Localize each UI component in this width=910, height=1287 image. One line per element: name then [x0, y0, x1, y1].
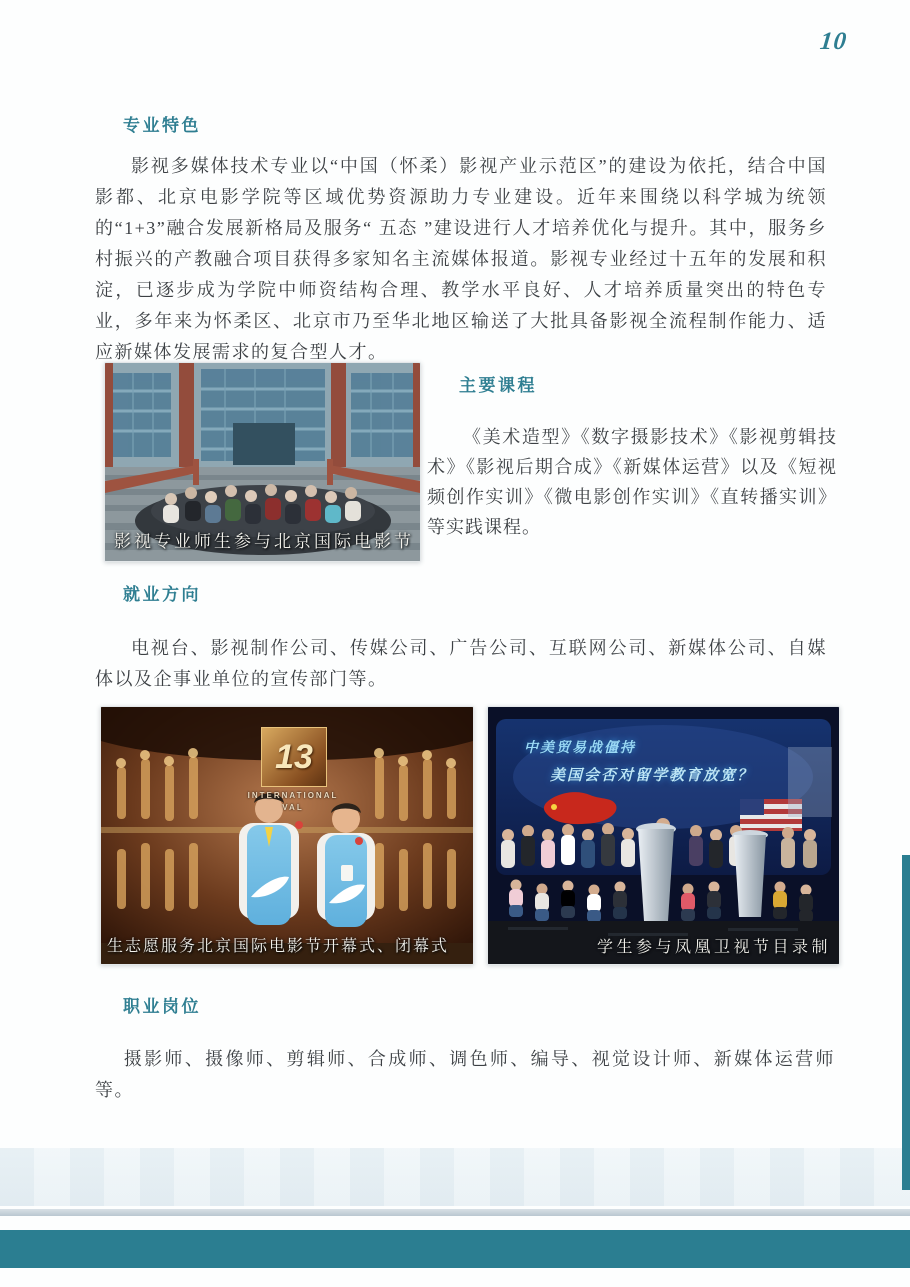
photo-volunteers	[100, 706, 474, 965]
heading-jobs: 职业岗位	[123, 997, 201, 1016]
photo-caption-volunteers: 生志愿服务北京国际电影节开幕式、闭幕式	[107, 938, 450, 955]
festival-logo-text: INTERNATIONAL	[247, 791, 339, 800]
right-edge-teal-bar	[902, 855, 910, 1190]
photo-caption-festival-group: 影视专业师生参与北京国际电影节	[114, 532, 414, 551]
paragraph-employment: 电视台、影视制作公司、传媒公司、广告公司、互联网公司、新媒体公司、自媒体以及企事业单位的宣传部门等。	[95, 638, 827, 689]
paragraph-courses: 《美术造型》《数字摄影技术》《影视剪辑技术》《影视后期合成》《新媒体运营》以及《短视频创作实训》《微电影创作实训》《直转播实训》等实践课程。	[427, 427, 837, 537]
festival-logo-text-2: VAL	[282, 803, 304, 812]
studio-screen-text-2: 美国会否对留学教育放宽？	[550, 768, 755, 784]
paragraph-features: 影视多媒体技术专业以“中国（怀柔）影视产业示范区”的建设为依托，结合中国影都、北京电影学院等区域优势资源助力专业建设。近年来围绕以科学城为统领的“1+3”融合发展新格局及服务“ 五态 ”建设进行人才培养优化与提升。其中，服务乡村振兴的产教融合项目获得多家知名主流媒体报道。影视专业经过十五年的发展和积淀，已逐步成为学院中师资结构合理、教学水平良好、人才培养质量突出的特色专业，多年来为怀柔区、北京市乃至华北地区输送了大批具备影视全流程制作能力、适应新媒体发展需求的复合型人才。	[95, 156, 827, 362]
festival-logo-13: 13	[261, 727, 327, 787]
photo-caption-tv-studio: 学生参与凤凰卫视节目录制	[596, 939, 831, 956]
heading-features: 专业特色	[123, 116, 201, 135]
photo-tv-studio	[487, 706, 840, 965]
photo-festival-group	[104, 362, 421, 562]
studio-screen-text-1: 中美贸易战僵持	[524, 741, 636, 756]
footer-gray-rule	[0, 1209, 910, 1216]
paragraph-jobs: 摄影师、摄像师、剪辑师、合成师、调色师、编导、视觉设计师、新媒体运营师等。	[95, 1049, 835, 1100]
page-number: 10	[818, 28, 849, 55]
heading-employment: 就业方向	[123, 585, 201, 604]
heading-courses: 主要课程	[459, 376, 537, 395]
footer-teal-bar	[0, 1230, 910, 1268]
footer-light-band	[0, 1148, 910, 1206]
